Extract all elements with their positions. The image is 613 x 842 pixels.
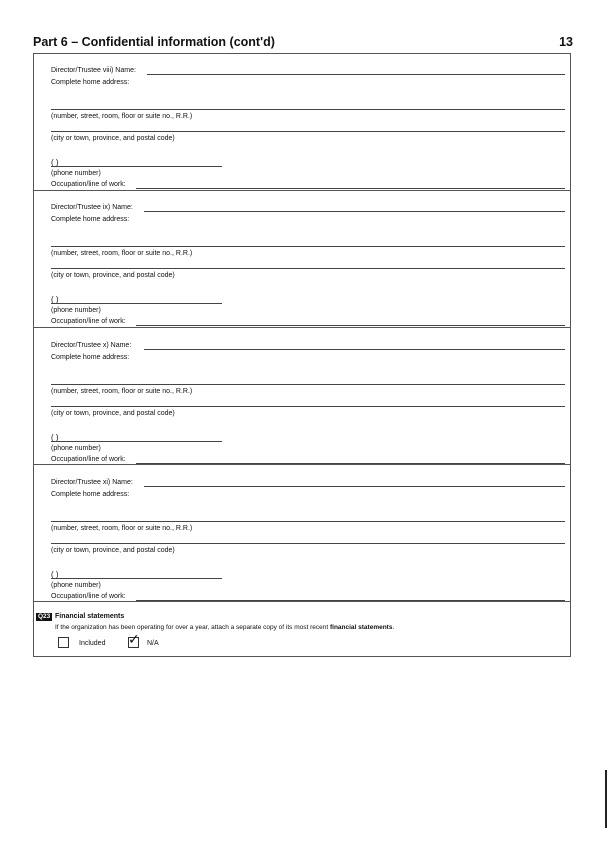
director-name-field[interactable] [144,349,565,350]
street-field[interactable] [51,246,565,247]
checkmark-icon: ✓ [128,632,140,648]
form-frame [33,53,571,657]
occupation-label: Occupation/line of work: [51,318,126,325]
director-section [34,54,570,191]
phone-label: (phone number) [51,170,101,177]
city-field[interactable] [51,406,565,407]
street-label: (number, street, room, floor or suite no., R.R.) [51,250,193,257]
question-financial-statements [34,602,570,656]
occupation-field[interactable] [136,600,565,601]
phone-area-parens: ( ) [51,158,59,167]
phone-area-parens: ( ) [51,570,59,579]
director-name-label: Director/Trustee viii) Name: [51,67,136,74]
street-label: (number, street, room, floor or suite no., R.R.) [51,388,193,395]
question-text-after: . [392,624,395,631]
street-field[interactable] [51,384,565,385]
question-text-bold: financial statements [329,624,393,631]
city-label: (city or town, province, and postal code) [51,272,175,279]
director-name-label: Director/Trustee xi) Name: [51,479,133,486]
phone-field[interactable] [51,441,222,442]
city-field[interactable] [51,131,565,132]
street-label: (number, street, room, floor or suite no., R.R.) [51,525,193,532]
phone-field[interactable] [51,303,222,304]
phone-field[interactable] [51,578,222,579]
occupation-label: Occupation/line of work: [51,181,126,188]
director-name-field[interactable] [144,211,565,212]
occupation-field[interactable] [136,463,565,464]
question-text [55,624,394,632]
occupation-label: Occupation/line of work: [51,593,126,600]
address-label: Complete home address: [51,216,130,223]
na-label: N/A [147,640,159,647]
scan-edge-mark [605,770,607,828]
occupation-field[interactable] [136,325,565,326]
page-header [33,35,573,53]
director-section [34,328,570,465]
street-label: (number, street, room, floor or suite no., R.R.) [51,113,193,120]
city-field[interactable] [51,268,565,269]
director-name-field[interactable] [144,486,565,487]
city-label: (city or town, province, and postal code) [51,135,175,142]
city-label: (city or town, province, and postal code) [51,410,175,417]
phone-label: (phone number) [51,445,101,452]
occupation-field[interactable] [136,188,565,189]
city-label: (city or town, province, and postal code) [51,547,175,554]
occupation-label: Occupation/line of work: [51,456,126,463]
address-label: Complete home address: [51,491,130,498]
phone-label: (phone number) [51,307,101,314]
director-name-label: Director/Trustee ix) Name: [51,204,133,211]
phone-field[interactable] [51,166,222,167]
phone-label: (phone number) [51,582,101,589]
included-checkbox[interactable] [58,637,69,648]
phone-area-parens: ( ) [51,295,59,304]
na-checkbox[interactable] [128,632,140,648]
phone-area-parens: ( ) [51,433,59,442]
address-label: Complete home address: [51,354,130,361]
address-label: Complete home address: [51,79,130,86]
street-field[interactable] [51,109,565,110]
question-title: Financial statements [55,613,125,620]
director-section [34,465,570,602]
page-title: Part 6 – Confidential information (cont'd) [33,35,275,49]
director-name-label: Director/Trustee x) Name: [51,342,132,349]
included-label: Included [79,640,106,647]
page-number: 13 [559,35,573,49]
street-field[interactable] [51,521,565,522]
question-tag: Q23 [38,613,51,620]
director-name-field[interactable] [147,74,565,75]
question-text-before: If the organization has been operating for over a year, attach a separate copy of its most recent [55,624,330,631]
director-section [34,191,570,328]
city-field[interactable] [51,543,565,544]
